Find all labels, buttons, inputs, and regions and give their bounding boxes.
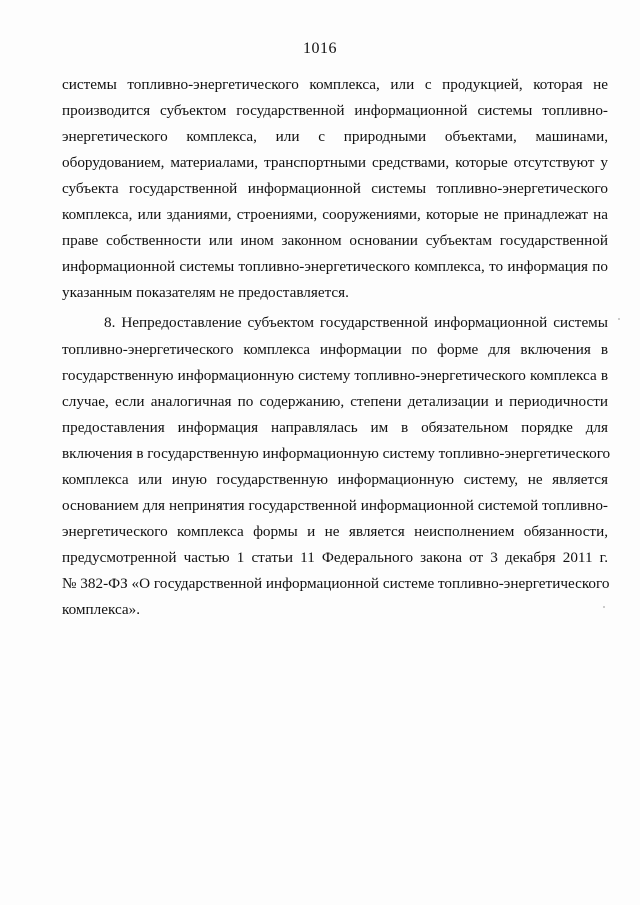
text-line: государственную информационную систему топливно-энергетического комплекса в bbox=[62, 367, 608, 384]
page-number: 1016 bbox=[303, 40, 337, 57]
scan-speck bbox=[618, 318, 620, 320]
text-line: энергетического комплекса, или с природными объектами, машинами, bbox=[62, 128, 608, 145]
text-line: праве собственности или ином законном основании субъектам государственной bbox=[62, 232, 608, 249]
text-line: включения в государственную информационную систему топливно-энергетического bbox=[62, 445, 611, 462]
text-line: № 382-ФЗ «О государственной информационной системе топливно-энергетического bbox=[62, 575, 610, 592]
text-line: энергетического комплекса формы и не является неисполнением обязанности, bbox=[62, 523, 608, 540]
text-line: комплекса или иную государственную информационную систему, не является bbox=[62, 471, 608, 488]
text-line: 8. Непредоставление субъектом государственной информационной системы bbox=[104, 314, 608, 331]
text-line: предусмотренной частью 1 статьи 11 Федерального закона от 3 декабря 2011 г. bbox=[62, 549, 608, 566]
text-line: производится субъектом государственной информационной системы топливно- bbox=[62, 102, 608, 119]
text-line: указанным показателям не предоставляется. bbox=[62, 284, 349, 301]
text-line: комплекса». bbox=[62, 601, 141, 618]
text-line: предоставления информация направлялась им в обязательном порядке для bbox=[62, 419, 608, 436]
text-line: оборудованием, материалами, транспортными средствами, которые отсутствуют у bbox=[62, 154, 608, 171]
text-line: случае, если аналогичная по содержанию, степени детализации и периодичности bbox=[62, 393, 608, 410]
scan-speck bbox=[603, 606, 605, 608]
text-line: субъекта государственной информационной системы топливно-энергетического bbox=[62, 180, 608, 197]
text-line: топливно-энергетического комплекса информации по форме для включения в bbox=[62, 341, 608, 358]
text-line: комплекса, или зданиями, строениями, сооружениями, которые не принадлежат на bbox=[62, 206, 608, 223]
text-line: основанием для непринятия государственной информационной системой топливно- bbox=[62, 497, 608, 514]
text-line: системы топливно-энергетического комплекса, или с продукцией, которая не bbox=[62, 76, 608, 93]
text-line: информационной системы топливно-энергетического комплекса, то информация по bbox=[62, 258, 608, 275]
